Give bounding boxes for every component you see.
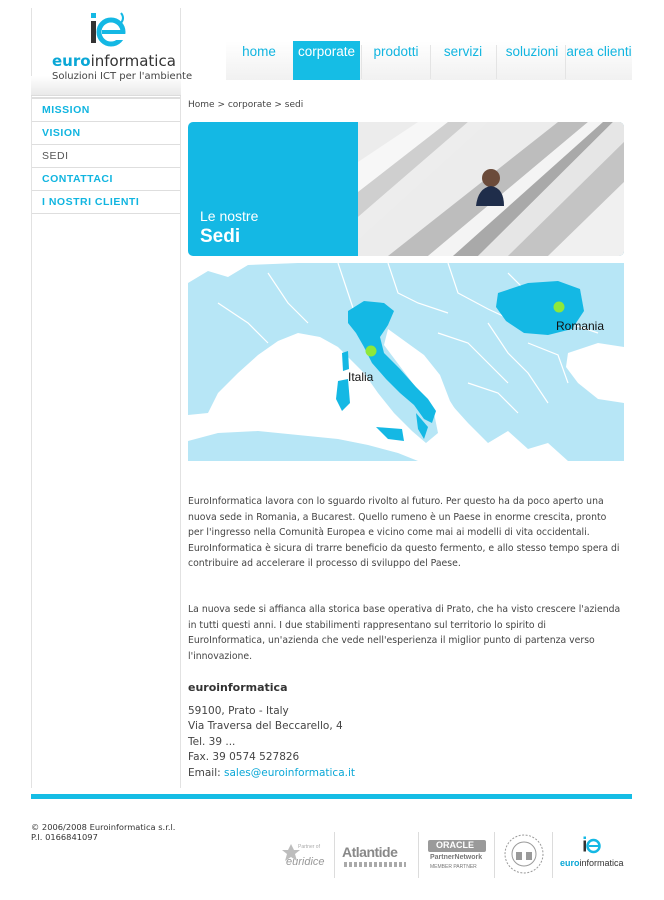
- telephone: Tel. 39 ...: [188, 735, 236, 748]
- euroinformatica-mark-icon: [582, 834, 602, 856]
- sidemenu-item-sedi[interactable]: SEDI: [32, 145, 180, 168]
- fax: Fax. 39 0574 527826: [188, 751, 300, 764]
- sidemenu-item-vision[interactable]: VISION: [32, 122, 180, 145]
- copyright-text: © 2006/2008 Euroinformatica s.r.l.: [31, 822, 176, 832]
- paragraph-intro: EuroInformatica lavora con lo sguardo rivolto al futuro. Per questo ha da poco aperto una nuova sede in Romania, a Bucarest. Quello rumeno è un Paese in enorme crescita, pronto per l'ingresso nella Comunità Europea e vicino come mai ai modelli di vita occidentali. EuroInformatica è sicura di trarre beneficio da questo fermento, e allo stesso tempo spera di contribuire ad accelerare il processo di sviluppo del Paese.: [188, 496, 620, 570]
- map-graphic: [188, 263, 624, 461]
- nav-corporate[interactable]: corporate: [293, 41, 360, 80]
- romania-marker: [554, 302, 565, 313]
- nav-soluzioni[interactable]: soluzioni: [505, 44, 559, 59]
- architecture-photo: [358, 122, 624, 256]
- nav-divider: [496, 45, 497, 79]
- sidemenu-item-clienti[interactable]: I NOSTRI CLIENTI: [32, 191, 180, 214]
- site-logo[interactable]: [52, 10, 193, 94]
- map-label-italia: Italia: [348, 370, 374, 384]
- banner-title: Sedi: [200, 226, 241, 247]
- partner-euridice-logo[interactable]: [262, 830, 332, 880]
- address-line-city: 59100, Prato - Italy: [188, 705, 289, 717]
- logo-mark-icon: [88, 10, 128, 50]
- email-line: [188, 766, 355, 781]
- company-name: euroinformatica: [188, 681, 288, 694]
- logo-wordmark: [52, 52, 176, 70]
- email-link[interactable]: sales@euroinformatica.it: [224, 766, 355, 779]
- sidemenu-item-contattaci[interactable]: CONTATTACI: [32, 168, 180, 191]
- partner-euroinformatica-logo[interactable]: [558, 830, 634, 880]
- nav-prodotti[interactable]: prodotti: [373, 44, 419, 59]
- euroinformatica-small-text: [560, 858, 624, 868]
- copyright: [31, 822, 175, 842]
- paragraph-prato: La nuova sede si affianca alla storica base operativa di Prato, che ha visto crescere l'azienda in tutti questi anni. I due stabilimenti rappresentano sul territorio lo spirito di EuroInformatica, un'azienda che vede nell'esperienza il miglior punto di partenza verso l'innovazione.: [188, 604, 621, 662]
- side-menu: [32, 99, 180, 214]
- atlantide-stripe: [344, 862, 406, 867]
- euridice-text: euridice: [286, 856, 325, 868]
- nav-servizi[interactable]: servizi: [443, 44, 483, 59]
- oracle-network-text: PartnerNetwork: [430, 854, 483, 861]
- italia-marker: [366, 346, 377, 357]
- small-logo-bold: euro: [560, 858, 580, 868]
- europe-map: [188, 263, 624, 461]
- banner-subtitle: Le nostre: [200, 208, 259, 224]
- contact-address: [188, 704, 355, 781]
- sidemenu-item-mission[interactable]: MISSION: [32, 99, 180, 122]
- partner-divider: [418, 832, 419, 878]
- logo-brand-regular: informatica: [90, 52, 176, 70]
- oracle-text: ORACLE: [436, 840, 474, 850]
- logo-brand-bold: euro: [52, 52, 91, 70]
- partner-divider: [552, 832, 553, 878]
- partner-divider: [494, 832, 495, 878]
- page-banner: [188, 122, 624, 256]
- address-line-street: Via Traversa del Beccarello, 4: [188, 720, 343, 733]
- partner-logos: [262, 830, 634, 880]
- footer-divider-bar: [31, 794, 632, 799]
- partner-certification-seal[interactable]: [498, 830, 548, 880]
- top-navigation: [226, 41, 632, 80]
- partner-divider: [334, 832, 335, 878]
- nav-area-clienti[interactable]: area clienti: [566, 44, 632, 59]
- email-label: Email:: [188, 766, 225, 779]
- breadcrumb: Home > corporate > sedi: [188, 100, 304, 110]
- euridice-small-text: Partner of: [298, 844, 320, 850]
- logo-tagline: Soluzioni ICT per l'ambiente: [52, 71, 193, 82]
- partner-atlantide-logo[interactable]: [338, 830, 416, 880]
- atlantide-text: Atlantide: [342, 844, 398, 860]
- partner-oracle-logo[interactable]: [424, 830, 490, 880]
- nav-home[interactable]: home: [242, 44, 276, 59]
- vat-number: P.I. 0166841097: [31, 832, 98, 842]
- oracle-member-text: MEMBER PARTNER: [430, 864, 477, 870]
- map-label-romania: Romania: [556, 319, 605, 333]
- certification-seal-icon: [502, 832, 546, 876]
- small-logo-regular: informatica: [579, 858, 624, 868]
